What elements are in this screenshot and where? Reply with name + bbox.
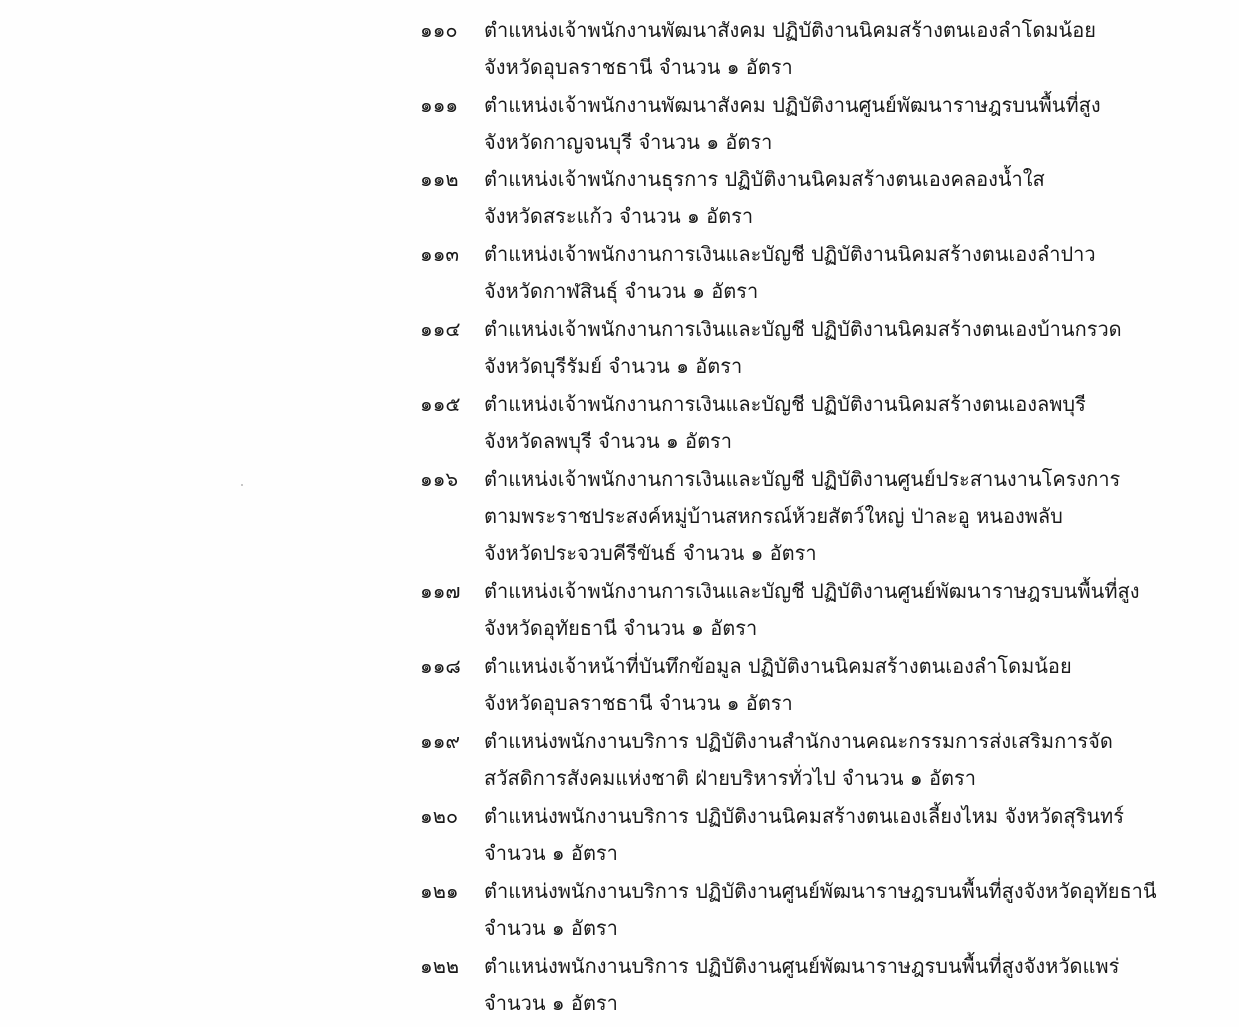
item-number: ๑๑๗	[420, 579, 461, 603]
item-text-line: จังหวัดบุรีรัมย์ จำนวน ๑ อัตรา	[484, 354, 743, 378]
item-text-line: ตำแหน่งเจ้าพนักงานธุรการ ปฏิบัติงานนิคมสร้างตนเองคลองน้ำใส	[484, 167, 1045, 191]
item-text-line: จังหวัดอุบลราชธานี จำนวน ๑ อัตรา	[484, 55, 793, 79]
item-number: ๑๑๓	[420, 242, 460, 266]
item-text-line: ตำแหน่งเจ้าพนักงานพัฒนาสังคม ปฏิบัติงานนิคมสร้างตนเองลำโดมน้อย	[484, 18, 1096, 42]
item-number: ๑๑๔	[420, 317, 461, 341]
item-text-line: ตำแหน่งพนักงานบริการ ปฏิบัติงานศูนย์พัฒนาราษฎรบนพื้นที่สูงจังหวัดอุทัยธานี	[484, 879, 1157, 903]
item-number: ๑๒๒	[420, 954, 460, 978]
item-text-line: จังหวัดกาญจนบุรี จำนวน ๑ อัตรา	[484, 130, 773, 154]
item-text-line: จังหวัดอุบลราชธานี จำนวน ๑ อัตรา	[484, 691, 793, 715]
item-number: ๑๑๑	[420, 93, 459, 117]
item-text-line: ตำแหน่งเจ้าพนักงานการเงินและบัญชี ปฏิบัติงานศูนย์ประสานงานโครงการ	[484, 467, 1121, 491]
item-text-line: ตำแหน่งเจ้าหน้าที่บันทึกข้อมูล ปฏิบัติงานนิคมสร้างตนเองลำโดมน้อย	[484, 654, 1072, 678]
item-text-line: จังหวัดสระแก้ว จำนวน ๑ อัตรา	[484, 204, 754, 228]
item-text-line: ตำแหน่งพนักงานบริการ ปฏิบัติงานสำนักงานคณะกรรมการส่งเสริมการจัด	[484, 729, 1113, 753]
item-text-line: จังหวัดประจวบคีรีขันธ์ จำนวน ๑ อัตรา	[484, 541, 817, 565]
item-text-line: ตำแหน่งเจ้าพนักงานการเงินและบัญชี ปฏิบัติงานศูนย์พัฒนาราษฎรบนพื้นที่สูง	[484, 579, 1140, 603]
item-text-line: จำนวน ๑ อัตรา	[484, 991, 618, 1015]
item-text-line: ตำแหน่งเจ้าพนักงานการเงินและบัญชี ปฏิบัติงานนิคมสร้างตนเองลำปาว	[484, 242, 1096, 266]
scan-speck	[241, 484, 243, 486]
item-text-line: จังหวัดกาฬสินธุ์ จำนวน ๑ อัตรา	[484, 279, 759, 303]
item-text-line: สวัสดิการสังคมแห่งชาติ ฝ่ายบริหารทั่วไป จำนวน ๑ อัตรา	[484, 766, 976, 790]
item-number: ๑๑๖	[420, 467, 459, 491]
item-number: ๑๑๘	[420, 654, 461, 678]
item-text-line: จังหวัดลพบุรี จำนวน ๑ อัตรา	[484, 429, 733, 453]
item-text-line: ตำแหน่งเจ้าพนักงานการเงินและบัญชี ปฏิบัติงานนิคมสร้างตนเองลพบุรี	[484, 392, 1086, 416]
item-text-line: จำนวน ๑ อัตรา	[484, 916, 618, 940]
item-number: ๑๑๒	[420, 167, 459, 191]
item-text-line: ตำแหน่งพนักงานบริการ ปฏิบัติงานศูนย์พัฒนาราษฎรบนพื้นที่สูงจังหวัดแพร่	[484, 954, 1120, 978]
item-text-line: ตามพระราชประสงค์หมู่บ้านสหกรณ์ห้วยสัตว์ใหญ่ ป่าละอู หนองพลับ	[484, 504, 1063, 528]
item-text-line: จังหวัดอุทัยธานี จำนวน ๑ อัตรา	[484, 616, 758, 640]
item-number: ๑๒๐	[420, 804, 459, 828]
item-number: ๑๑๕	[420, 392, 461, 416]
item-number: ๑๑๐	[420, 18, 458, 42]
item-text-line: ตำแหน่งพนักงานบริการ ปฏิบัติงานนิคมสร้างตนเองเลี้ยงไหม จังหวัดสุรินทร์	[484, 804, 1124, 828]
item-text-line: จำนวน ๑ อัตรา	[484, 841, 618, 865]
item-text-line: ตำแหน่งเจ้าพนักงานการเงินและบัญชี ปฏิบัติงานนิคมสร้างตนเองบ้านกรวด	[484, 317, 1122, 341]
item-number: ๑๑๙	[420, 729, 461, 753]
item-number: ๑๒๑	[420, 879, 459, 903]
item-text-line: ตำแหน่งเจ้าพนักงานพัฒนาสังคม ปฏิบัติงานศูนย์พัฒนาราษฎรบนพื้นที่สูง	[484, 93, 1101, 117]
